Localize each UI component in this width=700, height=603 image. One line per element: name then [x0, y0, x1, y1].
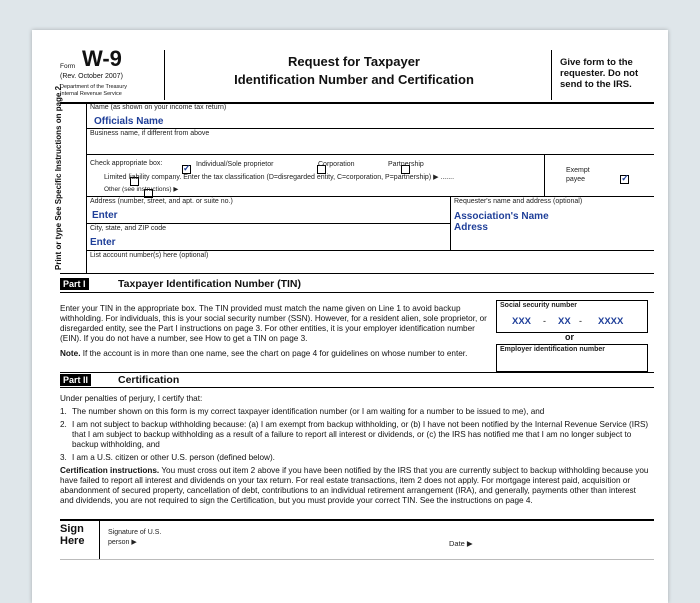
signature-field[interactable] — [162, 543, 442, 555]
part1-title: Taxpayer Identification Number (TIN) — [118, 278, 301, 290]
certification-instructions — [60, 466, 650, 506]
ssn-dash-2: - — [579, 316, 582, 326]
date-label: Date ▶ — [449, 539, 473, 548]
sign-here-label: Sign Here — [60, 523, 85, 547]
ssn-label: Social security number — [500, 302, 578, 309]
part1-note — [60, 349, 498, 359]
llc-option-label: Limited liability company. Enter the tax classification (D=disregarded entity, C=corporation, P=partnership) ▶ ....... — [104, 174, 455, 181]
note-text: If the account is in more than one name, see the chart on page 4 for guidelines on whose number to enter. — [82, 349, 468, 358]
account-numbers-label: List account number(s) here (optional) — [90, 252, 209, 259]
part1-instructions: Enter your TIN in the appropriate box. The TIN provided must match the name given on Line 1 to avoid backup withholding. For individuals, this is your social security number (SSN). However, for a resident alien, sole proprietor, or disregarded entity, see the Part I instructions on page 3. For other entities, it is your employer identification number (EIN). If you do not have a number, see How to get a TIN on page 3. — [60, 304, 487, 343]
give-form-instruction: Give form to the requester. Do not send to the IRS. — [560, 57, 639, 90]
certification-item-3: I am a U.S. citizen or other U.S. person (defined below). — [72, 453, 275, 462]
corporation-option-label: Corporation — [318, 161, 355, 168]
ssn-part1-field[interactable]: XXX — [512, 316, 532, 327]
certification-item-1: The number shown on this form is my correct taxpayer identification number (or I am waiting for a number to be issued to me), and — [72, 407, 545, 416]
address-field[interactable]: Enter — [92, 210, 118, 221]
item1-number: 1. — [60, 407, 67, 416]
city-state-zip-field[interactable]: Enter — [90, 237, 116, 248]
ssn-part2-field[interactable]: XX — [558, 316, 571, 327]
partnership-option-label: Partnership — [388, 161, 424, 168]
revision-date: (Rev. October 2007) — [60, 73, 123, 80]
business-name-label: Business name, if different from above — [90, 130, 210, 137]
ein-label: Employer identification number — [500, 346, 606, 353]
department-label: Department of the Treasury — [60, 84, 127, 90]
requester-name-field[interactable]: Association's Name — [454, 211, 549, 222]
form-label: Form — [60, 63, 76, 70]
requester-address-field[interactable]: Adress — [454, 222, 488, 233]
part2-title: Certification — [118, 374, 180, 386]
part1-tag: Part I — [60, 278, 89, 290]
form-number: W-9 — [82, 46, 122, 71]
ssn-part3-field[interactable]: XXXX — [598, 316, 624, 327]
certification-intro: Under penalties of perjury, I certify that: — [60, 394, 203, 403]
exempt-payee-label: Exempt payee — [566, 167, 590, 183]
individual-option-label: Individual/Sole proprietor — [196, 161, 274, 168]
item3-number: 3. — [60, 453, 67, 462]
signature-label: Signature of U.S. person ▶ — [108, 529, 162, 546]
name-field[interactable]: Officials Name — [94, 116, 164, 127]
w9-form-page — [32, 30, 668, 603]
agency-label: Internal Revenue Service — [60, 91, 122, 97]
cert-instructions-bold: Certification instructions. — [60, 466, 160, 475]
address-label: Address (number, street, and apt. or suite no.) — [90, 198, 233, 205]
requester-label: Requester's name and address (optional) — [454, 198, 583, 205]
check-box-label: Check appropriate box: — [90, 160, 163, 167]
note-bold-label: Note. — [60, 349, 81, 358]
side-instruction-label: Print or type See Specific Instructions on page 2. — [54, 83, 63, 270]
form-title-line1: Request for Taxpayer — [288, 54, 420, 69]
ssn-dash-1: - — [543, 316, 546, 326]
or-separator: or — [565, 332, 574, 342]
item2-number: 2. — [60, 420, 67, 429]
exempt-payee-checkbox[interactable] — [620, 175, 629, 184]
date-field[interactable] — [480, 539, 640, 551]
cert-instructions-text: You must cross out item 2 above if you have been notified by the IRS that you are currently subject to backup withholding because you have failed to report all interest and dividends on your tax return. For real estate transactions, item 2 does not apply. For mortgage interest paid, acquisition or abandonment of secured property, cancellation of debt, contributions to an individual retirement arrangement (IRA), and generally, payments other than interest and dividends, you are not required to sign the Certification, but you must provide your correct TIN. See the instructions on page 4. — [60, 466, 649, 505]
other-option-label: Other (see instructions) ▶ — [104, 186, 179, 193]
form-title-line2: Identification Number and Certification — [234, 72, 474, 87]
certification-item-2: I am not subject to backup withholding because: (a) I am exempt from backup withholding, or (b) I have not been notified by the Internal Revenue Service (IRS) that I am subject to backup withholding as a result of a failure to report all interest or dividends, or (c) the IRS has notified me that I am no longer subject to backup withholding, and — [72, 420, 649, 449]
city-state-zip-label: City, state, and ZIP code — [90, 225, 167, 232]
part2-tag: Part II — [60, 374, 91, 386]
name-label: Name (as shown on your income tax return) — [90, 104, 227, 111]
